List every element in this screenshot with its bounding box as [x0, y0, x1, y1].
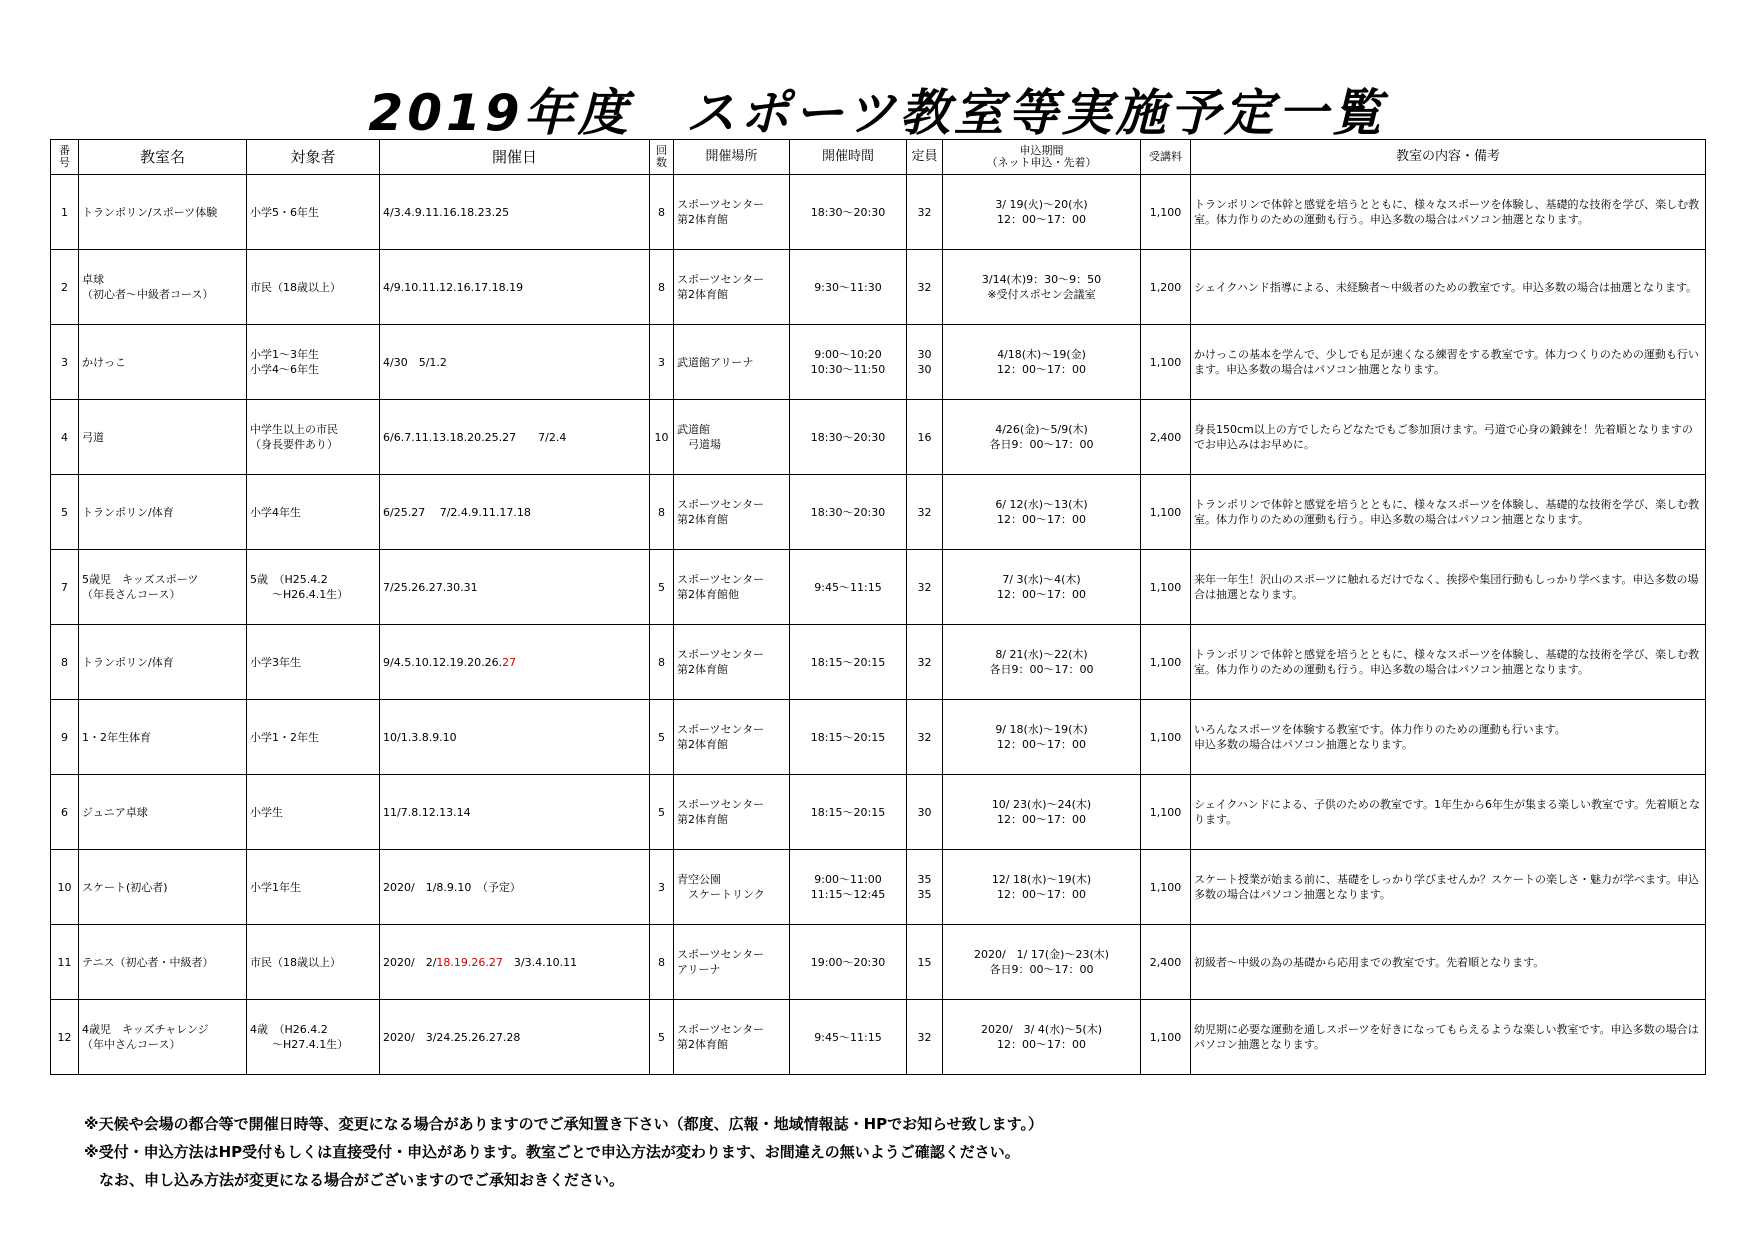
target-cell: 中学生以上の市民 （身長要件あり） — [247, 400, 380, 475]
row-no-cell: 8 — [51, 625, 79, 700]
place-cell: スポーツセンター 第2体育館 — [674, 775, 790, 850]
dates-text-after: 3/3.4.10.11 — [502, 955, 578, 969]
row-no-cell: 6 — [51, 775, 79, 850]
class-name-cell: スケート(初心者) — [79, 850, 247, 925]
place-cell: スポーツセンター 第2体育館 — [674, 625, 790, 700]
dates-cell — [380, 625, 650, 700]
class-name-cell: トランポリン/体育 — [79, 475, 247, 550]
row-no-cell: 4 — [51, 400, 79, 475]
header-no: 番 号 — [51, 140, 79, 175]
dates-text: 10/1.3.8.9.10 — [383, 730, 457, 744]
capacity-cell: 30 30 — [907, 325, 943, 400]
count-cell: 5 — [650, 550, 674, 625]
class-name-cell: 5歳児 キッズスポーツ （年長さんコース） — [79, 550, 247, 625]
fee-cell: 2,400 — [1141, 400, 1191, 475]
table-row — [51, 325, 1706, 400]
dates-text: 7/25.26.27.30.31 — [383, 580, 478, 594]
place-cell: スポーツセンター 第2体育館 — [674, 1000, 790, 1075]
description-cell: シェイクハンドによる、子供のための教室です。1年生から6年生が集まる楽しい教室です。先着順となります。 — [1191, 775, 1706, 850]
count-cell: 3 — [650, 850, 674, 925]
fee-cell: 1,100 — [1141, 325, 1191, 400]
dates-text: 2020/ 2/ — [383, 955, 437, 969]
application-period-cell: 4/26(金)～5/9(木) 各日9：00～17：00 — [943, 400, 1141, 475]
time-cell: 9:30～11:30 — [790, 250, 907, 325]
schedule-table — [50, 139, 1706, 1075]
dates-text: 6/25.27 7/2.4.9.11.17.18 — [383, 505, 531, 519]
application-period-cell: 12/ 18(水)～19(木) 12：00～17：00 — [943, 850, 1141, 925]
target-cell: 市民（18歳以上） — [247, 925, 380, 1000]
class-name-cell: テニス（初心者・中級者） — [79, 925, 247, 1000]
time-cell: 18:15～20:15 — [790, 625, 907, 700]
place-cell: 武道館 弓道場 — [674, 400, 790, 475]
capacity-cell: 32 — [907, 175, 943, 250]
row-no-cell: 1 — [51, 175, 79, 250]
capacity-cell: 32 — [907, 700, 943, 775]
time-cell: 18:30～20:30 — [790, 400, 907, 475]
count-cell: 8 — [650, 250, 674, 325]
class-name-cell: 4歳児 キッズチャレンジ （年中さんコース） — [79, 1000, 247, 1075]
count-cell: 5 — [650, 775, 674, 850]
description-cell: シェイクハンド指導による、未経験者～中級者のための教室です。申込多数の場合は抽選となります。 — [1191, 250, 1706, 325]
application-period-cell: 4/18(木)～19(金) 12：00～17：00 — [943, 325, 1141, 400]
place-cell: 青空公園 スケートリンク — [674, 850, 790, 925]
capacity-cell: 32 — [907, 550, 943, 625]
table-row — [51, 400, 1706, 475]
fee-cell: 1,100 — [1141, 625, 1191, 700]
count-cell: 8 — [650, 475, 674, 550]
header-name: 教室名 — [79, 140, 247, 175]
capacity-cell: 30 — [907, 775, 943, 850]
dates-cell — [380, 325, 650, 400]
dates-text: 4/9.10.11.12.16.17.18.19 — [383, 280, 524, 294]
dates-cell — [380, 550, 650, 625]
dates-text: 11/7.8.12.13.14 — [383, 805, 471, 819]
time-cell: 19:00～20:30 — [790, 925, 907, 1000]
row-no-cell: 3 — [51, 325, 79, 400]
row-no-cell: 11 — [51, 925, 79, 1000]
time-cell: 9:00～11:00 11:15～12:45 — [790, 850, 907, 925]
place-cell: スポーツセンター 第2体育館他 — [674, 550, 790, 625]
dates-text: 6/6.7.11.13.18.20.25.27 7/2.4 — [383, 430, 567, 444]
capacity-cell: 32 — [907, 250, 943, 325]
place-cell: スポーツセンター 第2体育館 — [674, 475, 790, 550]
fee-cell: 1,100 — [1141, 700, 1191, 775]
description-cell: 初級者～中級の為の基礎から応用までの教室です。先着順となります。 — [1191, 925, 1706, 1000]
count-cell: 8 — [650, 625, 674, 700]
target-cell: 小学5・6年生 — [247, 175, 380, 250]
dates-highlight: 18.19.26.27 — [436, 955, 503, 969]
target-cell: 小学4年生 — [247, 475, 380, 550]
capacity-cell: 32 — [907, 625, 943, 700]
application-period-cell: 10/ 23(水)～24(木) 12：00～17：00 — [943, 775, 1141, 850]
fee-cell: 1,100 — [1141, 175, 1191, 250]
dates-text: 4/3.4.9.11.16.18.23.25 — [383, 205, 510, 219]
class-name-cell: トランポリン/スポーツ体験 — [79, 175, 247, 250]
time-cell: 9:45～11:15 — [790, 1000, 907, 1075]
fee-cell: 1,200 — [1141, 250, 1191, 325]
target-cell: 小学1・2年生 — [247, 700, 380, 775]
target-cell: 5歳 （H25.4.2 ～H26.4.1生） — [247, 550, 380, 625]
application-period-cell: 9/ 18(水)～19(木) 12：00～17：00 — [943, 700, 1141, 775]
description-cell: 来年一年生！沢山のスポーツに触れるだけでなく、挨拶や集団行動もしっかり学べます。申込多数の場合は抽選となります。 — [1191, 550, 1706, 625]
class-name-cell: 弓道 — [79, 400, 247, 475]
target-cell: 小学1～3年生 小学4～6年生 — [247, 325, 380, 400]
target-cell: 市民（18歳以上） — [247, 250, 380, 325]
header-dates: 開催日 — [380, 140, 650, 175]
table-row — [51, 775, 1706, 850]
table-row — [51, 550, 1706, 625]
fee-cell: 2,400 — [1141, 925, 1191, 1000]
dates-highlight: 27 — [502, 655, 517, 669]
row-no-cell: 10 — [51, 850, 79, 925]
table-row — [51, 250, 1706, 325]
capacity-cell: 32 — [907, 475, 943, 550]
place-cell: 武道館アリーナ — [674, 325, 790, 400]
table-row — [51, 1000, 1706, 1075]
page-title: 2019年度 スポーツ教室等実施予定一覧 — [368, 84, 1386, 142]
fee-cell: 1,100 — [1141, 1000, 1191, 1075]
place-cell: スポーツセンター 第2体育館 — [674, 700, 790, 775]
table-row — [51, 925, 1706, 1000]
notes-block — [84, 1110, 1043, 1194]
table-header-row — [51, 140, 1706, 175]
row-no-cell: 9 — [51, 700, 79, 775]
description-cell: トランポリンで体幹と感覚を培うとともに、様々なスポーツを体験し、基礎的な技術を学び、楽しむ教室。体力作りのための運動も行う。申込多数の場合はパソコン抽選となります。 — [1191, 175, 1706, 250]
count-cell: 8 — [650, 925, 674, 1000]
note-line: なお、申し込み方法が変更になる場合がございますのでご承知おきください。 — [84, 1171, 625, 1189]
header-fee: 受講料 — [1141, 140, 1191, 175]
class-name-cell: ジュニア卓球 — [79, 775, 247, 850]
application-period-cell: 3/14(木)9：30～9：50 ※受付スポセン会議室 — [943, 250, 1141, 325]
dates-cell — [380, 925, 650, 1000]
target-cell: 4歳 （H26.4.2 ～H27.4.1生） — [247, 1000, 380, 1075]
header-target: 対象者 — [247, 140, 380, 175]
application-period-cell: 7/ 3(水)～4(木) 12：00～17：00 — [943, 550, 1141, 625]
table-row — [51, 625, 1706, 700]
description-cell: いろんなスポーツを体験する教室です。体力作りのための運動も行います。 申込多数の場合はパソコン抽選となります。 — [1191, 700, 1706, 775]
class-name-cell: かけっこ — [79, 325, 247, 400]
time-cell: 18:15～20:15 — [790, 775, 907, 850]
application-period-cell: 3/ 19(火)～20(水) 12：00～17：00 — [943, 175, 1141, 250]
row-no-cell: 7 — [51, 550, 79, 625]
class-name-cell: 卓球 （初心者～中級者コース） — [79, 250, 247, 325]
dates-cell — [380, 1000, 650, 1075]
application-period-cell: 2020/ 3/ 4(水)～5(木) 12：00～17：00 — [943, 1000, 1141, 1075]
table-row — [51, 700, 1706, 775]
table-row — [51, 175, 1706, 250]
count-cell: 10 — [650, 400, 674, 475]
description-cell: 幼児期に必要な運動を通しスポーツを好きになってもらえるような楽しい教室です。申込多数の場合はパソコン抽選となります。 — [1191, 1000, 1706, 1075]
count-cell: 3 — [650, 325, 674, 400]
capacity-cell: 16 — [907, 400, 943, 475]
place-cell: スポーツセンター 第2体育館 — [674, 250, 790, 325]
header-desc: 教室の内容・備考 — [1191, 140, 1706, 175]
header-time: 開催時間 — [790, 140, 907, 175]
dates-cell — [380, 250, 650, 325]
class-name-cell: 1・2年生体育 — [79, 700, 247, 775]
header-capacity: 定員 — [907, 140, 943, 175]
target-cell: 小学1年生 — [247, 850, 380, 925]
count-cell: 8 — [650, 175, 674, 250]
description-cell: 身長150cm以上の方でしたらどなたでもご参加頂けます。弓道で心身の鍛錬を！先着順となりますのでお申込みはお早めに。 — [1191, 400, 1706, 475]
dates-cell — [380, 475, 650, 550]
note-line: ※受付・申込方法はHP受付もしくは直接受付・申込があります。教室ごとで申込方法が変わります、お間違えの無いようご確認ください。 — [84, 1143, 1020, 1161]
description-cell: スケート授業が始まる前に、基礎をしっかり学びませんか？スケートの楽しさ・魅力が学べます。申込多数の場合はパソコン抽選となります。 — [1191, 850, 1706, 925]
dates-text: 2020/ 1/8.9.10 （予定） — [383, 880, 521, 894]
dates-cell — [380, 850, 650, 925]
row-no-cell: 12 — [51, 1000, 79, 1075]
dates-text: 4/30 5/1.2 — [383, 355, 447, 369]
time-cell: 18:15～20:15 — [790, 700, 907, 775]
time-cell: 18:30～20:30 — [790, 475, 907, 550]
header-place: 開催場所 — [674, 140, 790, 175]
application-period-cell: 8/ 21(水)～22(木) 各日9：00～17：00 — [943, 625, 1141, 700]
capacity-cell: 35 35 — [907, 850, 943, 925]
note-line: ※天候や会場の都合等で開催日時等、変更になる場合がありますのでご承知置き下さい（都度、広報・地域情報誌・HPでお知らせ致します。） — [84, 1115, 1043, 1133]
target-cell: 小学3年生 — [247, 625, 380, 700]
place-cell: スポーツセンター 第2体育館 — [674, 175, 790, 250]
capacity-cell: 15 — [907, 925, 943, 1000]
description-cell: トランポリンで体幹と感覚を培うとともに、様々なスポーツを体験し、基礎的な技術を学び、楽しむ教室。体力作りのための運動も行う。申込多数の場合はパソコン抽選となります。 — [1191, 475, 1706, 550]
fee-cell: 1,100 — [1141, 550, 1191, 625]
dates-text: 9/4.5.10.12.19.20.26. — [383, 655, 503, 669]
header-count: 回 数 — [650, 140, 674, 175]
count-cell: 5 — [650, 700, 674, 775]
target-cell: 小学生 — [247, 775, 380, 850]
dates-cell — [380, 700, 650, 775]
time-cell: 9:45～11:15 — [790, 550, 907, 625]
time-cell: 9:00～10:20 10:30～11:50 — [790, 325, 907, 400]
table-row — [51, 850, 1706, 925]
dates-cell — [380, 400, 650, 475]
header-period: 申込期間 （ネット申込・先着） — [943, 140, 1141, 175]
fee-cell: 1,100 — [1141, 775, 1191, 850]
row-no-cell: 5 — [51, 475, 79, 550]
fee-cell: 1,100 — [1141, 475, 1191, 550]
description-cell: かけっこの基本を学んで、少しでも足が速くなる練習をする教室です。体力つくりのための運動も行います。申込多数の場合はパソコン抽選となります。 — [1191, 325, 1706, 400]
dates-cell — [380, 175, 650, 250]
table-row — [51, 475, 1706, 550]
fee-cell: 1,100 — [1141, 850, 1191, 925]
description-cell: トランポリンで体幹と感覚を培うとともに、様々なスポーツを体験し、基礎的な技術を学び、楽しむ教室。体力作りのための運動も行う。申込多数の場合はパソコン抽選となります。 — [1191, 625, 1706, 700]
place-cell: スポーツセンター アリーナ — [674, 925, 790, 1000]
dates-text: 2020/ 3/24.25.26.27.28 — [383, 1030, 521, 1044]
capacity-cell: 32 — [907, 1000, 943, 1075]
row-no-cell: 2 — [51, 250, 79, 325]
application-period-cell: 6/ 12(水)～13(木) 12：00～17：00 — [943, 475, 1141, 550]
class-name-cell: トランポリン/体育 — [79, 625, 247, 700]
application-period-cell: 2020/ 1/ 17(金)～23(木) 各日9：00～17：00 — [943, 925, 1141, 1000]
count-cell: 5 — [650, 1000, 674, 1075]
dates-cell — [380, 775, 650, 850]
time-cell: 18:30～20:30 — [790, 175, 907, 250]
